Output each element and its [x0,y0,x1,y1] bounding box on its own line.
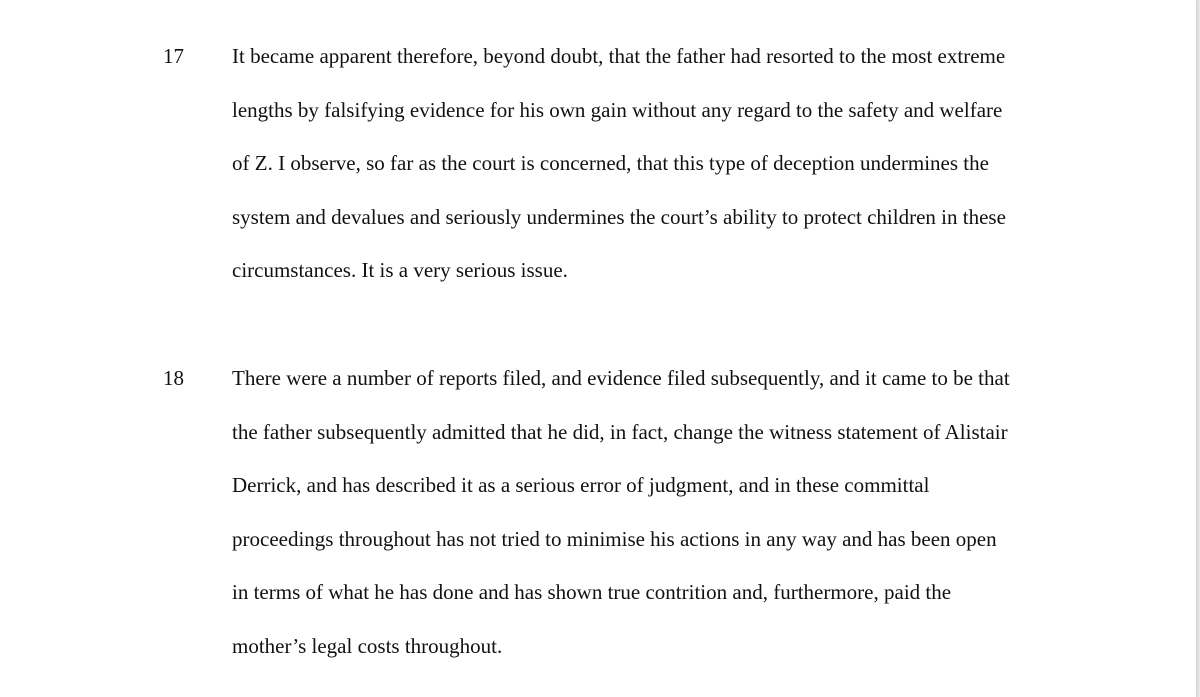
text-line: system and devalues and seriously undermines the court’s ability to protect children in these [232,204,1006,229]
text-line: of Z. I observe, so far as the court is concerned, that this type of deception undermines the [232,151,989,175]
text-line: It became apparent therefore, beyond doubt, that the father had resorted to the most extreme [232,44,1006,68]
paragraph-text [232,38,1006,288]
text-line: Derrick, and has described it as a serious error of judgment, and in these committal [232,473,930,497]
text-line: lengths by falsifying evidence for his own gain without any regard to the safety and welfare [232,97,1003,122]
text-line: mother’s legal costs throughout. [232,633,503,658]
text-line: There were a number of reports filed, and evidence filed subsequently, and it came to be that [232,366,1010,390]
paragraph-number: 17 [163,44,184,68]
paragraph-number: 18 [163,366,184,390]
paragraph-text [232,360,1010,664]
text-line: proceedings throughout has not tried to minimise his actions in any way and has been open [232,526,997,551]
text-line: circumstances. It is a very serious issue. [232,258,568,282]
text-line: the father subsequently admitted that he did, in fact, change the witness statement of Alistair [232,419,1008,444]
text-line: in terms of what he has done and has shown true contrition and, furthermore, paid the [232,580,952,604]
